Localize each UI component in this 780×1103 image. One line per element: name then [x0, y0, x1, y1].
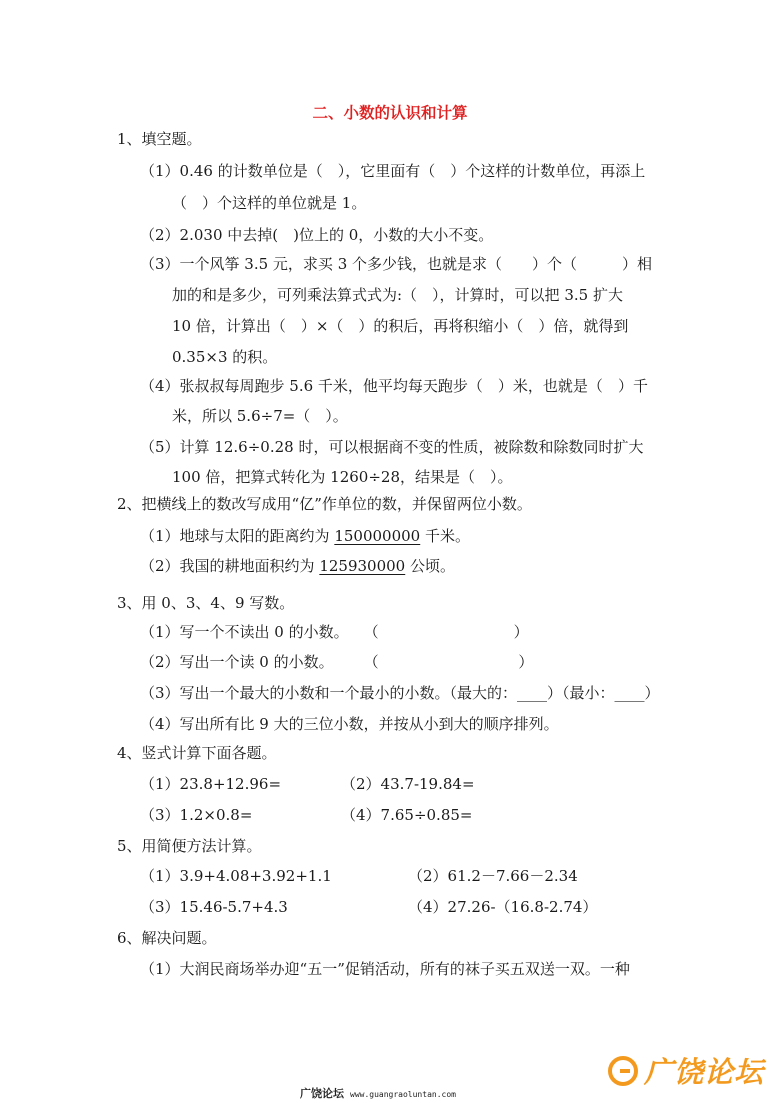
s1-q5-line2: 100 倍，把算式转化为 1260÷28，结果是（ ）。: [172, 468, 513, 486]
s2-q1-prefix: （1）地球与太阳的距离约为: [140, 527, 335, 545]
logo-text: 广饶论坛: [644, 1055, 765, 1089]
s1-q4-line2: 米，所以 5.6÷7=（ ）。: [172, 407, 348, 425]
g-logo-icon: [608, 1056, 638, 1086]
section-5-heading: 5、用简便方法计算。: [117, 837, 262, 855]
s2-q1-suffix: 千米。: [420, 527, 471, 545]
s1-q1-line2: （ ）个这样的单位就是 1。: [172, 194, 367, 212]
s2-q1-number: 150000000: [334, 527, 421, 545]
section-2-heading: 2、把横线上的数改写成用“亿”作单位的数，并保留两位小数。: [117, 495, 532, 513]
s1-q3-line3: 10 倍，计算出（ ）×（ ）的积后，再将积缩小（ ）倍，就得到: [172, 317, 629, 335]
s3-q4: （4）写出所有比 9 大的三位小数，并按从小到大的顺序排列。: [140, 715, 559, 733]
s2-q1: [140, 526, 470, 546]
s1-q1-line1: （1）0.46 的计数单位是（ ），它里面有（ ）个这样的计数单位，再添上: [140, 162, 646, 180]
s5-q4: （4）27.26-（16.8-2.74）: [408, 898, 598, 916]
s5-q2: （2）61.2－7.66－2.34: [408, 867, 578, 885]
s4-q1: （1）23.8+12.96=: [140, 775, 282, 793]
section-3-heading: 3、用 0、3、4、9 写数。: [117, 594, 295, 612]
section-4-heading: 4、竖式计算下面各题。: [117, 744, 277, 762]
s6-q1: （1）大润民商场举办迎“五一”促销活动，所有的袜子买五双送一双。一种: [140, 960, 630, 978]
s4-q3: （3）1.2×0.8=: [140, 806, 253, 824]
page-footer: [300, 1083, 456, 1101]
page-title: 二、小数的认识和计算: [312, 104, 468, 122]
s1-q2: （2）2.030 中去掉( )位上的 0，小数的大小不变。: [140, 226, 494, 244]
s2-q2-number: 125930000: [319, 557, 406, 575]
s5-q3: （3）15.46-5.7+4.3: [140, 898, 288, 916]
site-logo: [608, 1050, 764, 1091]
section-6-heading: 6、解决问题。: [117, 929, 217, 947]
footer-site-name: 广饶论坛: [300, 1087, 344, 1100]
s1-q3-line1: （3）一个风筝 3.5 元，求买 3 个多少钱，也就是求（ ）个（ ）相: [140, 255, 653, 273]
s2-q2-prefix: （2）我国的耕地面积约为: [140, 557, 320, 575]
s4-q4: （4）7.65÷0.85=: [341, 806, 473, 824]
s2-q2-suffix: 公顷。: [405, 557, 456, 575]
s1-q4-line1: （4）张叔叔每周跑步 5.6 千米，他平均每天跑步（ ）米，也就是（ ）千: [140, 377, 648, 395]
section-1-heading: 1、填空题。: [117, 130, 202, 148]
footer-url: www.guangraoluntan.com: [350, 1090, 456, 1099]
s5-q1: （1）3.9+4.08+3.92+1.1: [140, 867, 332, 885]
s1-q3-line2: 加的和是多少，可列乘法算式式为:（ ），计算时，可以把 3.5 扩大: [172, 286, 623, 304]
s3-q2: （2）写出一个读 0 的小数。 （ ）: [140, 653, 534, 671]
s4-q2: （2）43.7-19.84=: [341, 775, 475, 793]
s3-q1: （1）写一个不读出 0 的小数。 （ ）: [140, 623, 529, 641]
s1-q5-line1: （5）计算 12.6÷0.28 时，可以根据商不变的性质，被除数和除数同时扩大: [140, 438, 644, 456]
s1-q3-line4: 0.35×3 的积。: [172, 348, 278, 366]
s2-q2: [140, 556, 455, 576]
s3-q3: （3）写出一个最大的小数和一个最小的小数。（最大的：____）（最小：____）: [140, 684, 660, 702]
